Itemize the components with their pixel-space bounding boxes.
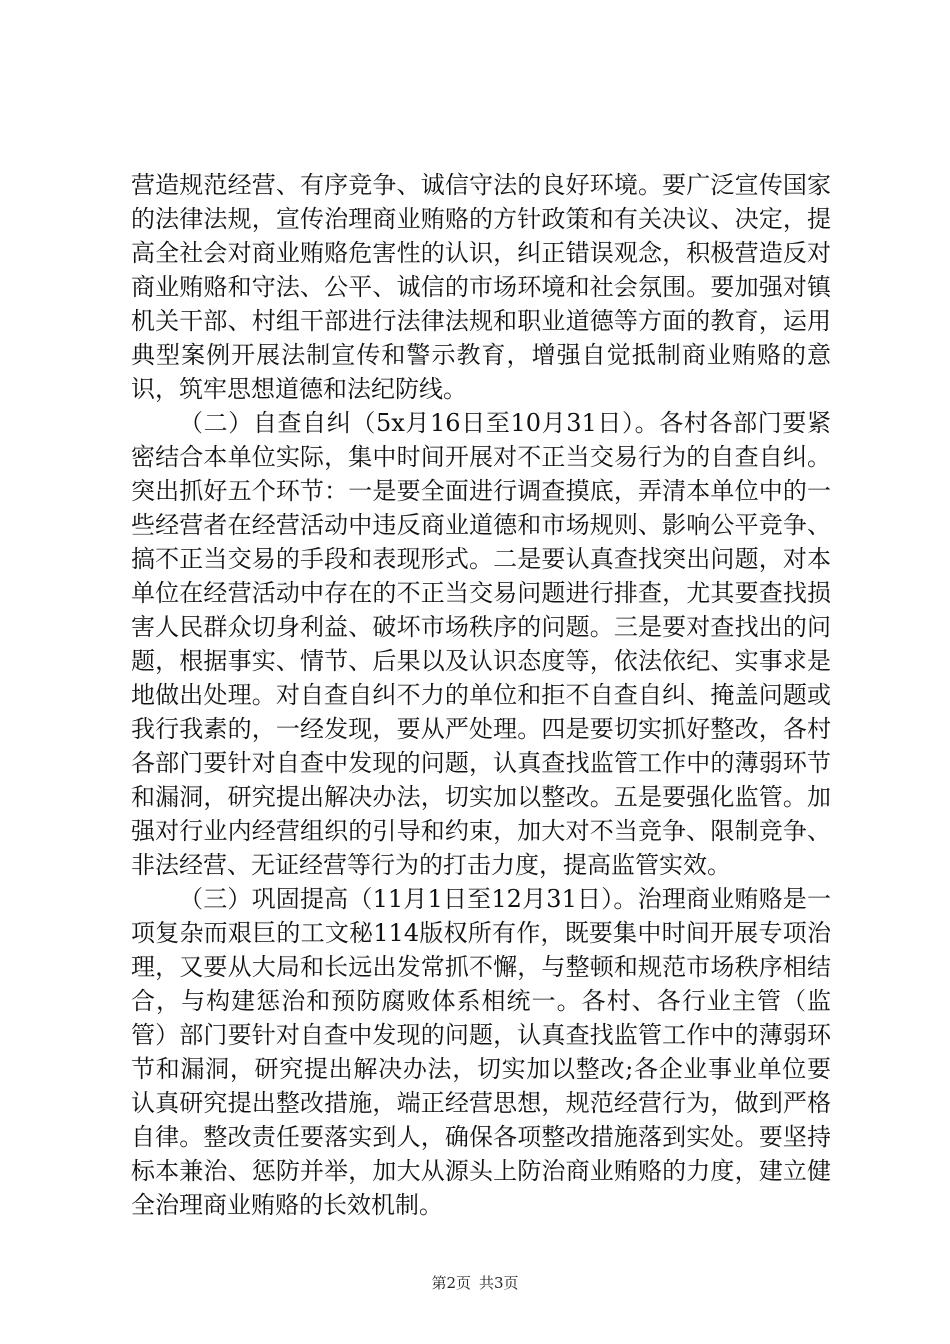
page-number: 第2页	[431, 1274, 471, 1292]
page-footer	[0, 1273, 950, 1293]
page-total: 共3页	[479, 1274, 519, 1292]
paragraph-consolidation: （三）巩固提高（11月1日至12月31日）。治理商业贿赂是一项复杂而艰巨的工文秘114版权所有作，既要集中时间开展专项治理，又要从大局和长远出发常抓不懈，与整顿和规范市场秩序相结合，与构建惩治和预防腐败体系相统一。各村、各行业主管（监管）部门要针对自查中发现的问题，认真查找监管工作中的薄弱环节和漏洞，研究提出解决办法，切实加以整改;各企业事业单位要认真研究提出整改措施，端正经营思想，规范经营行为，做到严格自律。整改责任要落实到人，确保各项整改措施落到实处。要坚持标本兼治、惩防并举，加大从源头上防治商业贿赂的力度，建立健全治理商业贿赂的长效机制。	[131, 885, 831, 1219]
paragraph-continuation: 营造规范经营、有序竞争、诚信守法的良好环境。要广泛宣传国家的法律法规，宣传治理商业贿赂的方针政策和有关决议、决定，提高全社会对商业贿赂危害性的认识，纠正错误观念，积极营造反对商业贿赂和守法、公平、诚信的市场环境和社会氛围。要加强对镇机关干部、村组干部进行法律法规和职业道德等方面的教育，运用典型案例开展法制宣传和警示教育，增强自觉抵制商业贿赂的意识，筑牢思想道德和法纪防线。	[131, 171, 831, 403]
paragraph-self-inspection: （二）自查自纠（5x月16日至10月31日）。各村各部门要紧密结合本单位实际，集中时间开展对不正当交易行为的自查自纠。突出抓好五个环节：一是要全面进行调查摸底，弄清本单位中的一些经营者在经营活动中违反商业道德和市场规则、影响公平竞争、搞不正当交易的手段和表现形式。二是要认真查找突出问题，对本单位在经营活动中存在的不正当交易问题进行排查，尤其要查找损害人民群众切身利益、破坏市场秩序的问题。三是要对查找出的问题，根据事实、情节、后果以及认识态度等，依法依纪、实事求是地做出处理。对自查自纠不力的单位和拒不自查自纠、掩盖问题或我行我素的，一经发现，要从严处理。四是要切实抓好整改，各村各部门要针对自查中发现的问题，认真查找监管工作中的薄弱环节和漏洞，研究提出解决办法，切实加以整改。五是要强化监管。加强对行业内经营组织的引导和约束，加大对不当竞争、限制竞争、非法经营、无证经营等行为的打击力度，提高监管实效。	[131, 409, 831, 879]
document-body	[131, 168, 831, 1222]
